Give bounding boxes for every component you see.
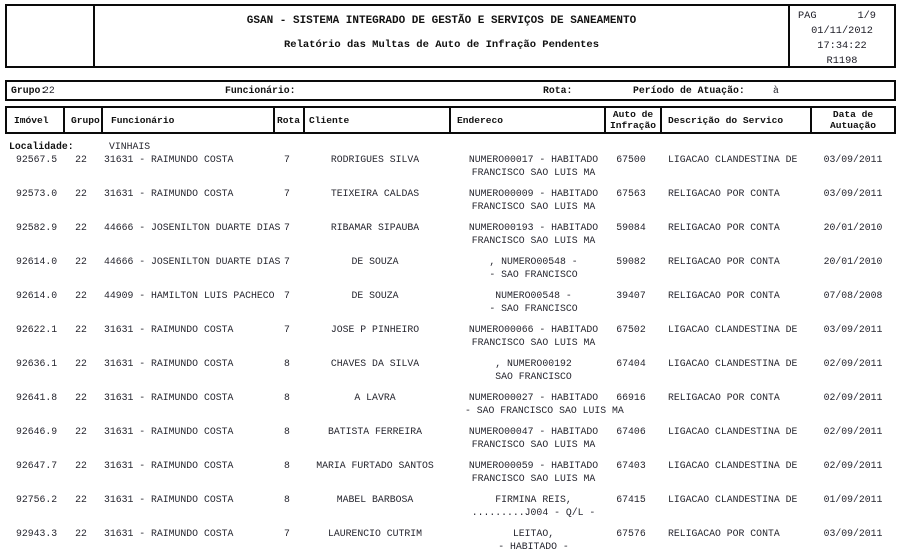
row-endereco [447,527,602,550]
table-row [5,527,896,550]
funcionario-label: Funcionário: [225,85,296,96]
row-funcionario: 31631 - RAIMUNDO COSTA [104,426,234,437]
row-endereco [447,323,602,349]
localidade-label: Localidade: [9,141,74,152]
row-descricao-servico: RELIGACAO POR CONTA [668,222,780,233]
table-header-cell: Imóvel [14,114,49,126]
row-descricao-servico: LIGACAO CLANDESTINA DE [668,494,798,505]
filter-bar [5,80,896,101]
row-auto-infracao: 39407 [616,290,646,301]
row-imovel: 92647.7 [16,460,58,471]
row-endereco-line1: NUMERO00027 - HABITADO [468,392,599,403]
row-grupo: 22 [75,528,87,539]
row-endereco [447,153,602,179]
row-endereco-line1: NUMERO00193 - HABITADO [468,222,599,233]
row-descricao-servico: LIGACAO CLANDESTINA DE [668,324,798,335]
localidade-value: VINHAIS [109,141,151,152]
row-endereco [447,459,602,485]
row-endereco [447,391,624,417]
row-grupo: 22 [75,290,87,301]
row-auto-infracao: 67563 [616,188,646,199]
table-row [5,425,896,451]
row-data-autuacao: 03/09/2011 [823,528,883,539]
row-grupo: 22 [75,358,87,369]
row-rota: 8 [284,392,290,403]
row-descricao-servico: RELIGACAO POR CONTA [668,256,780,267]
row-endereco-line2: FRANCISCO SAO LUIS MA [471,167,596,178]
row-auto-infracao: 67406 [616,426,646,437]
row-endereco [447,255,602,281]
row-descricao-servico: LIGACAO CLANDESTINA DE [668,154,798,165]
row-data-autuacao: 02/09/2011 [823,460,883,471]
row-grupo: 22 [75,494,87,505]
row-auto-infracao: 67500 [616,154,646,165]
table-row [5,255,896,281]
row-grupo: 22 [75,188,87,199]
row-auto-infracao: 67403 [616,460,646,471]
table-row [5,221,896,247]
row-rota: 7 [284,528,290,539]
row-imovel: 92636.1 [16,358,58,369]
row-endereco [447,493,602,519]
row-endereco [447,425,602,451]
row-auto-infracao: 59084 [616,222,646,233]
row-grupo: 22 [75,324,87,335]
row-funcionario: 31631 - RAIMUNDO COSTA [104,324,234,335]
row-endereco-line1: NUMERO00059 - HABITADO [468,460,599,471]
report-code: R1198 [826,55,858,67]
page-number-row [798,9,886,24]
row-rota: 7 [284,256,290,267]
row-cliente: MARIA FURTADO SANTOS [316,460,434,471]
row-auto-infracao: 67404 [616,358,646,369]
row-auto-infracao: 67415 [616,494,646,505]
row-data-autuacao: 07/08/2008 [823,290,883,301]
row-imovel: 92943.3 [16,528,58,539]
table-body [5,140,896,550]
row-data-autuacao: 02/09/2011 [823,358,883,369]
row-rota: 8 [284,426,290,437]
table-row [5,323,896,349]
row-endereco-line2: .........J004 - Q/L - [471,507,596,518]
row-grupo: 22 [75,256,87,267]
row-endereco-line2: - HABITADO - [498,541,569,550]
row-endereco [447,357,602,383]
table-header-row [5,106,896,134]
table-row [5,357,896,383]
row-rota: 7 [284,154,290,165]
rows-container [5,153,896,550]
row-cliente: RIBAMAR SIPAUBA [330,222,420,233]
report-header [5,4,896,68]
row-descricao-servico: RELIGACAO POR CONTA [668,290,780,301]
periodo-label: Período de Atuação: [633,85,745,96]
row-endereco [447,187,602,213]
table-row [5,391,896,417]
row-auto-infracao: 67576 [616,528,646,539]
row-endereco-line1: NUMERO00548 - [495,290,572,301]
table-row [5,493,896,519]
row-endereco-line1: , NUMERO00192 [495,358,572,369]
row-rota: 8 [284,494,290,505]
periodo-value: à [773,85,779,96]
row-descricao-servico: LIGACAO CLANDESTINA DE [668,460,798,471]
row-endereco-line2: FRANCISCO SAO LUIS MA [471,337,596,348]
row-endereco-line1: , NUMERO00548 - [489,256,578,267]
row-cliente: A LAVRA [354,392,396,403]
row-imovel: 92756.2 [16,494,58,505]
row-data-autuacao: 03/09/2011 [823,324,883,335]
row-cliente: CHAVES DA SILVA [330,358,420,369]
row-funcionario: 31631 - RAIMUNDO COSTA [104,154,234,165]
row-descricao-servico: RELIGACAO POR CONTA [668,188,780,199]
row-rota: 7 [284,290,290,301]
row-endereco-line1: FIRMINA REIS, [495,494,572,505]
row-data-autuacao: 02/09/2011 [823,426,883,437]
row-cliente: RODRIGUES SILVA [330,154,420,165]
row-grupo: 22 [75,392,87,403]
row-endereco-line2: FRANCISCO SAO LUIS MA [471,439,596,450]
row-cliente: MABEL BARBOSA [336,494,414,505]
page-info-box [788,6,894,66]
row-cliente: LAURENCIO CUTRIM [327,528,423,539]
row-grupo: 22 [75,222,87,233]
row-auto-infracao: 59082 [616,256,646,267]
row-endereco-line2: SAO FRANCISCO [495,371,572,382]
row-cliente: JOSE P PINHEIRO [330,324,420,335]
table-header-cell: Rota [273,108,303,132]
rota-label: Rota: [543,85,573,96]
row-auto-infracao: 67502 [616,324,646,335]
row-funcionario: 31631 - RAIMUNDO COSTA [104,494,234,505]
page-number: 1/9 [857,10,876,22]
row-data-autuacao: 03/09/2011 [823,154,883,165]
row-endereco-line2: - SAO FRANCISCO [489,303,578,314]
row-imovel: 92614.0 [16,290,58,301]
report-date: 01/11/2012 [811,25,873,37]
row-endereco-line2: FRANCISCO SAO LUIS MA [471,201,596,212]
localidade-row [5,140,896,153]
row-data-autuacao: 01/09/2011 [823,494,883,505]
row-imovel: 92646.9 [16,426,58,437]
row-imovel: 92567.5 [16,154,58,165]
table-header-cell: Data de Autuação [810,108,894,132]
row-imovel: 92614.0 [16,256,58,267]
row-grupo: 22 [75,154,87,165]
table-row [5,459,896,485]
row-descricao-servico: LIGACAO CLANDESTINA DE [668,426,798,437]
row-endereco [447,221,602,247]
row-endereco-line1: NUMERO00047 - HABITADO [468,426,599,437]
table-header-cell: Cliente [303,108,449,132]
row-rota: 8 [284,358,290,369]
row-imovel: 92573.0 [16,188,58,199]
row-endereco [447,289,602,315]
row-endereco-line2: FRANCISCO SAO LUIS MA [471,235,596,246]
row-rota: 7 [284,222,290,233]
row-endereco-line1: LEITAO, [512,528,555,539]
row-funcionario: 31631 - RAIMUNDO COSTA [104,358,234,369]
row-endereco-line1: NUMERO00066 - HABITADO [468,324,599,335]
row-auto-infracao: 66916 [616,392,646,403]
row-endereco-line1: NUMERO00017 - HABITADO [468,154,599,165]
row-endereco-line2: FRANCISCO SAO LUIS MA [471,473,596,484]
table-header-cell: Grupo [63,108,101,132]
page-label: PAG [798,10,817,22]
row-cliente: BATISTA FERREIRA [327,426,423,437]
row-funcionario: 31631 - RAIMUNDO COSTA [104,528,234,539]
page-title: GSAN - SISTEMA INTEGRADO DE GESTÃO E SERVIÇOS DE SANEAMENTO [246,15,637,27]
grupo-label: Grupo: [11,85,47,96]
row-funcionario: 31631 - RAIMUNDO COSTA [104,392,234,403]
row-rota: 7 [284,188,290,199]
row-descricao-servico: RELIGACAO POR CONTA [668,392,780,403]
row-endereco-line2: - SAO FRANCISCO [489,269,578,280]
row-data-autuacao: 02/09/2011 [823,392,883,403]
row-cliente: TEIXEIRA CALDAS [330,188,420,199]
row-funcionario: 31631 - RAIMUNDO COSTA [104,188,234,199]
row-imovel: 92582.9 [16,222,58,233]
row-grupo: 22 [75,426,87,437]
row-descricao-servico: LIGACAO CLANDESTINA DE [668,358,798,369]
table-header-cell: Descrição do Servico [660,108,810,132]
report-title-area [95,6,788,66]
report-subtitle: Relatório das Multas de Auto de Infração Pendentes [283,39,600,51]
row-data-autuacao: 03/09/2011 [823,188,883,199]
row-grupo: 22 [75,460,87,471]
row-funcionario: 44666 - JOSENILTON DUARTE DIAS [104,222,281,233]
table-header-cell: Auto de Infração [604,108,660,132]
table-row [5,289,896,315]
row-data-autuacao: 20/01/2010 [823,256,883,267]
row-endereco-line2: - SAO FRANCISCO SAO LUIS MA [465,405,624,416]
table-row [5,187,896,213]
grupo-value: 22 [43,85,55,96]
row-funcionario: 44909 - HAMILTON LUIS PACHECO [104,290,275,301]
table-row [5,153,896,179]
row-cliente: DE SOUZA [351,290,399,301]
report-time: 17:34:22 [817,40,867,52]
row-imovel: 92641.8 [16,392,58,403]
row-endereco-line1: NUMERO00009 - HABITADO [468,188,599,199]
table-header-cell: Funcionário [101,108,273,132]
row-descricao-servico: RELIGACAO POR CONTA [668,528,780,539]
table-header-cell: Endereco [449,108,604,132]
row-funcionario: 31631 - RAIMUNDO COSTA [104,460,234,471]
row-funcionario: 44666 - JOSENILTON DUARTE DIAS [104,256,281,267]
logo-placeholder [7,6,95,66]
row-data-autuacao: 20/01/2010 [823,222,883,233]
row-rota: 7 [284,324,290,335]
row-imovel: 92622.1 [16,324,58,335]
row-rota: 8 [284,460,290,471]
row-cliente: DE SOUZA [351,256,399,267]
